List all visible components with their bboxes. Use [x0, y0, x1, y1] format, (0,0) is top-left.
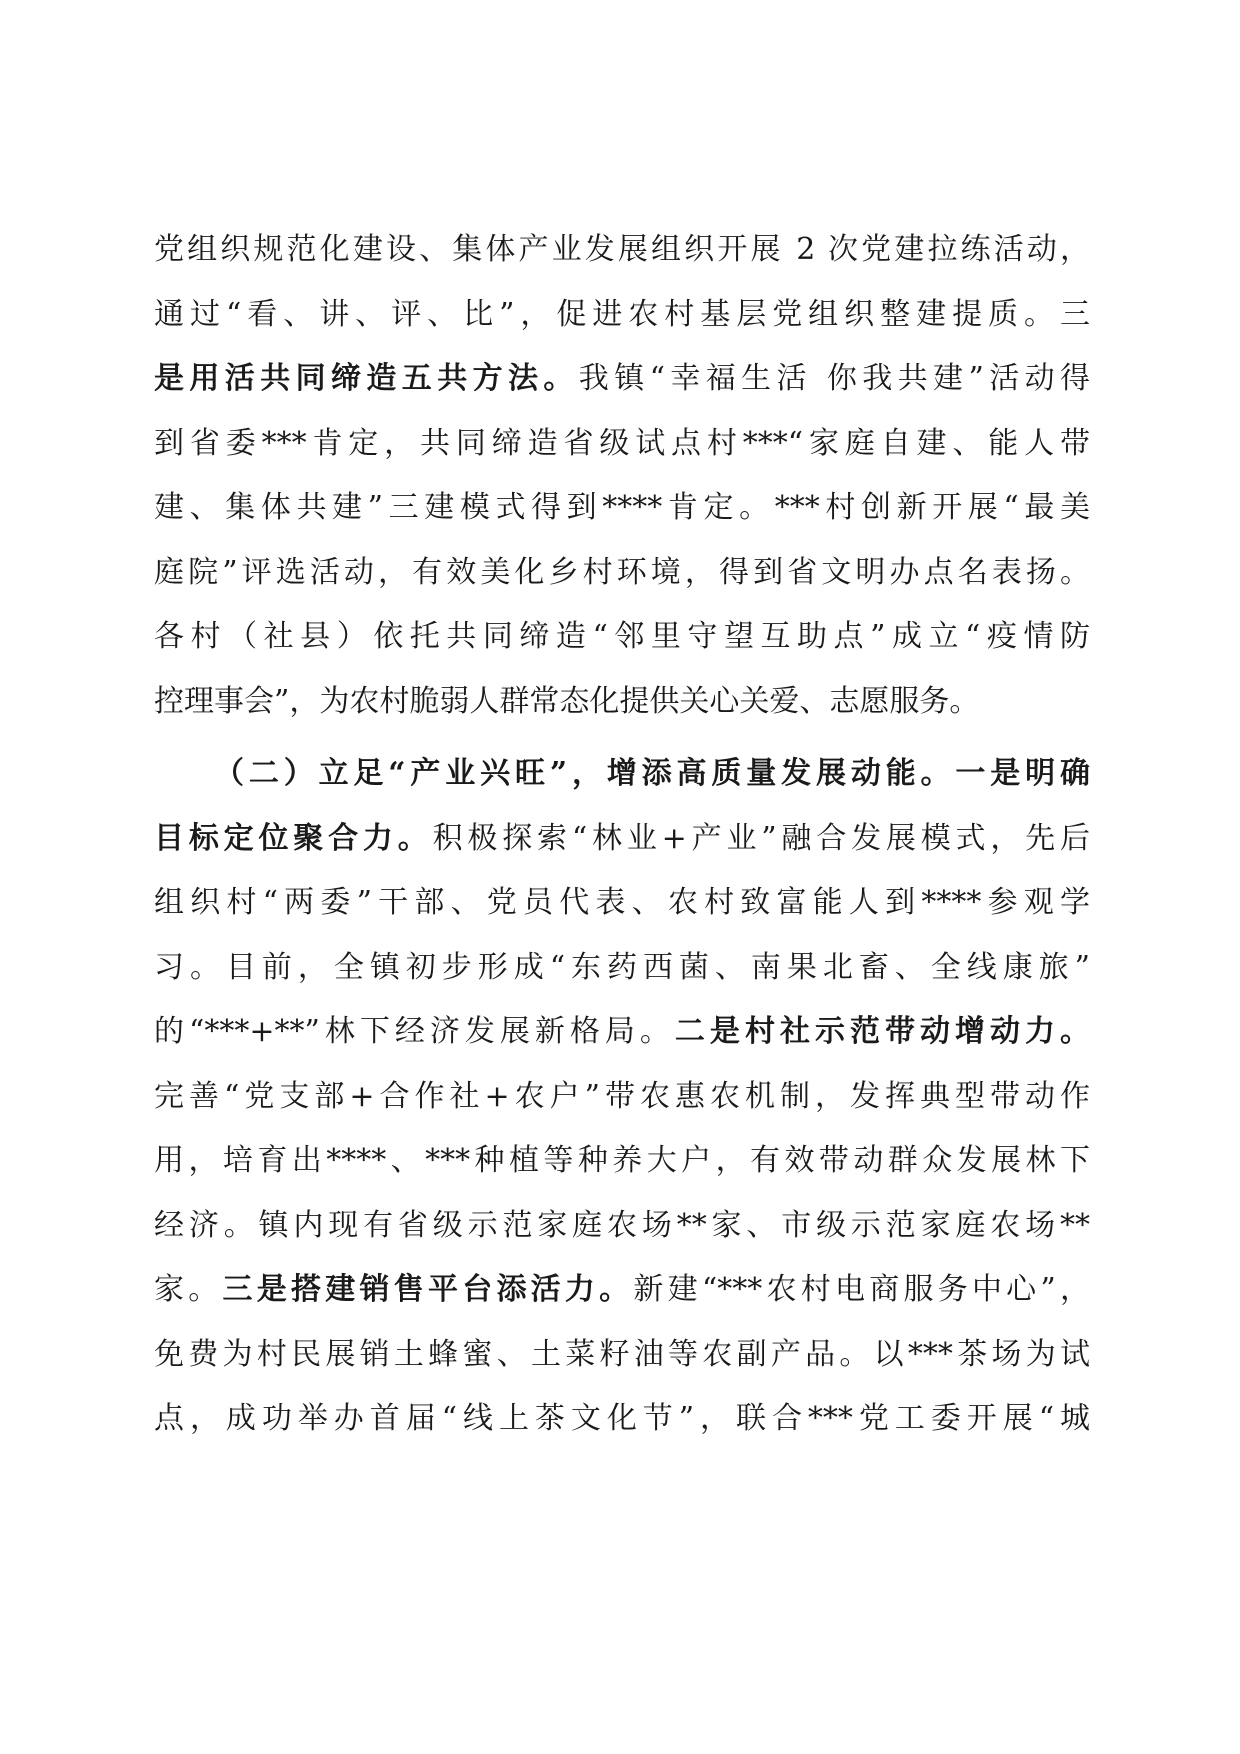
text-line: 习。目前，全镇初步形成“东药西菌、南果北畜、全线康旅”	[154, 949, 1090, 985]
text-span: 家。	[154, 1272, 223, 1307]
text-line	[154, 1000, 1090, 1065]
paragraph-1	[154, 218, 1090, 734]
text-line	[154, 1258, 1090, 1323]
text-line: 庭院”评选活动，有效美化乡村环境，得到省文明办点名表扬。	[154, 554, 1090, 590]
text-line: 组织村“两委”干部、党员代表、农村致富能人到****参观学	[154, 885, 1090, 920]
text-line: 用，培育出****、***种植等种养大户，有效带动群众发展林下	[154, 1143, 1090, 1178]
text-line: 建、集体共建”三建模式得到****肯定。***村创新开展“最美	[154, 490, 1090, 525]
text-line: 免费为村民展销土蜂蜜、土菜籽油等农副产品。以***茶场为试	[154, 1336, 1090, 1372]
bold-heading-text: 三是搭建销售平台添活力。	[222, 1272, 634, 1307]
bold-heading-text: 二是村社示范带动增动力。	[674, 1014, 1091, 1049]
text-line: 党组织规范化建设、集体产业发展组织开展 2 次党建拉练活动，	[154, 232, 1090, 267]
text-line: 到省委***肯定，共同缔造省级试点村***“家庭自建、能人带	[154, 425, 1090, 461]
text-line: 各村（社县）依托共同缔造“邻里守望互助点”成立“疫情防	[154, 619, 1090, 654]
bold-heading-text: 是用活共同缔造五共方法。	[154, 361, 579, 396]
text-line	[154, 347, 1090, 412]
document-body	[154, 218, 1090, 1452]
text-line: 经济。镇内现有省级示范家庭农场**家、市级示范家庭农场**	[154, 1207, 1090, 1243]
text-line	[154, 807, 1090, 872]
bold-heading-text: 目标定位聚合力。	[154, 820, 433, 856]
text-span: 新建“***农村电商服务中心”，	[633, 1272, 1091, 1307]
text-span: 我镇“幸福生活 你我共建”活动得	[578, 361, 1090, 396]
text-line: 控理事会”，为农村脆弱人群常态化提供关心关爱、志愿服务。	[154, 683, 980, 719]
text-span: 积极探索“林业+产业”融合发展模式，先后	[432, 820, 1091, 856]
paragraph-2	[154, 742, 1090, 1452]
text-span: 的“***+**”林下经济发展新格局。	[154, 1014, 675, 1049]
section-heading-line: （二）立足“产业兴旺”，增添高质量发展动能。一是明确	[214, 756, 1090, 791]
text-line: 点，成功举办首届“线上茶文化节”，联合***党工委开展“城	[154, 1401, 1090, 1436]
text-line: 通过“看、讲、评、比”，促进农村基层党组织整建提质。三	[154, 296, 1090, 332]
text-line: 完善“党支部+合作社+农户”带农惠农机制，发挥典型带动作	[154, 1078, 1090, 1114]
paragraph-gap	[154, 734, 1090, 742]
